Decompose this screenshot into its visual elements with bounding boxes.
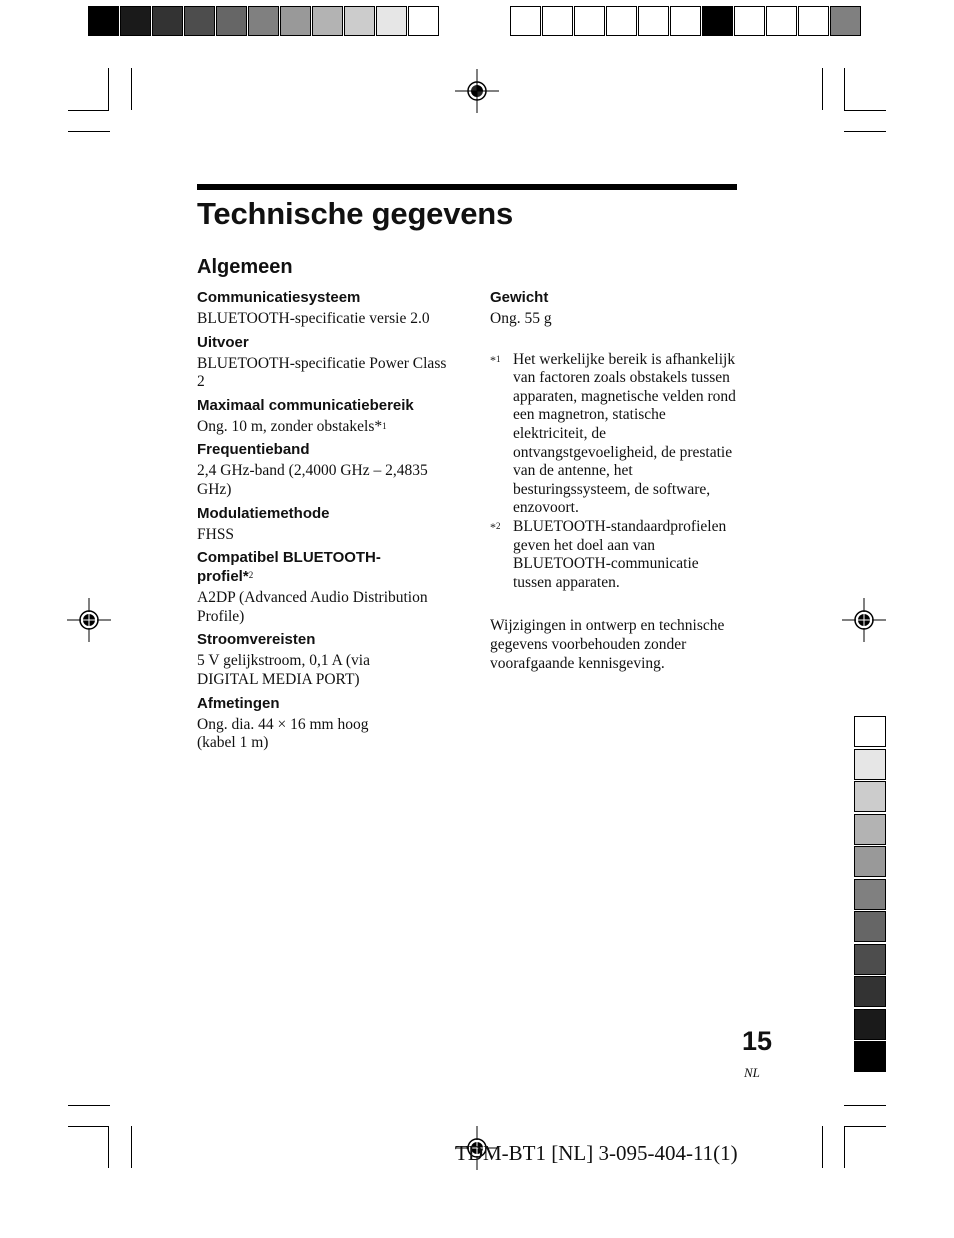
footnote [490,351,740,518]
color-swatch [798,6,829,36]
spec-value: 5 V gelijkstroom, 0,1 A (via DIGITAL MEDIA PORT) [197,652,370,688]
color-bar-side [854,716,886,1074]
color-swatch [606,6,637,36]
spec-frequentieband [197,440,447,499]
color-swatch [280,6,311,36]
color-swatch [670,6,701,36]
color-swatch [854,944,886,975]
spec-label: Communicatiesysteem [197,289,361,306]
page-title: Technische gegevens [197,196,514,231]
spec-value: A2DP (Advanced Audio Distribution Profile) [197,589,428,625]
registration-mark-left [67,598,111,642]
color-swatch [408,6,439,36]
spec-afmetingen [197,694,447,753]
spec-value [197,418,447,437]
color-bar-top-left [88,6,440,38]
spec-bereik [197,396,447,437]
color-swatch [248,6,279,36]
color-bar-top-right [510,6,862,38]
spec-label-text: Compatibel BLUETOOTH-profiel* [197,549,381,586]
spec-label: Modulatiemethode [197,504,330,522]
footnote-number: 2 [496,520,501,531]
spec-label: Afmetingen [197,694,280,712]
color-swatch [638,6,669,36]
color-swatch [854,879,886,910]
footnote [490,518,740,592]
color-swatch [854,1041,886,1072]
spec-value [197,716,447,753]
footnote-text: Het werkelijke bereik is afhankelijk van factoren zoals obstakels tussen apparaten, magnetische velden rond een magnetron, statische elektriciteit, de ontvangstgevoeligheid, de prestatie van de antenne, het besturingssysteem, de software, enzovoort. [513,350,736,517]
disclaimer: Wijzigingen in ontwerp en technische gegevens voorbehouden zonder voorafgaande kennisgeving. [490,617,725,672]
registration-mark-top [455,69,499,113]
spec-label: Stroomvereisten [197,631,316,649]
title-rule [197,184,737,190]
color-swatch [152,6,183,36]
page-language: NL [744,1065,760,1080]
footnotes [490,351,740,593]
color-swatch [854,814,886,845]
color-swatch [734,6,765,36]
registration-mark-right [842,598,886,642]
color-swatch [312,6,343,36]
spec-label [197,548,412,586]
spec-communicatiesysteem [197,288,447,329]
color-swatch [854,749,886,780]
specs-left-column [197,287,447,757]
specs-right-column [490,287,740,673]
color-swatch [574,6,605,36]
spec-profiel [197,548,447,626]
spec-gewicht [490,288,740,329]
footnote-number: 1 [496,353,501,364]
spec-value: BLUETOOTH-specificatie Power Class 2 [197,354,447,391]
section-heading: Algemeen [197,256,293,278]
footnote-mark: *$^2$ [490,519,501,534]
footnote-ref: 1 [382,420,387,431]
color-swatch [216,6,247,36]
spec-value-line: Ong. dia. 44 × 16 mm hoog [197,715,369,733]
spec-modulatiemethode [197,504,447,545]
color-swatch [830,6,861,36]
spec-uitvoer [197,333,447,392]
color-swatch [766,6,797,36]
color-swatch [854,911,886,942]
color-swatch [88,6,119,36]
color-swatch [184,6,215,36]
spec-label: Gewicht [490,289,549,306]
color-swatch [854,846,886,877]
spec-stroomvereisten [197,630,447,689]
color-swatch [854,976,886,1007]
document-code: TDM-BT1 [NL] 3-095-404-11(1) [455,1141,738,1165]
color-swatch [854,781,886,812]
color-swatch [854,716,886,747]
spec-label: Frequentieband [197,441,310,459]
color-swatch [120,6,151,36]
spec-value-line: (kabel 1 m) [197,734,269,752]
spec-value: BLUETOOTH-specificatie versie 2.0 [197,310,430,327]
color-swatch [510,6,541,36]
spec-value: FHSS [197,525,235,543]
spec-value-text: Ong. 10 m, zonder obstakels* [197,417,383,435]
spec-label: Maximaal communicatiebereik [197,396,414,414]
footnote-mark: *$^1$ [490,352,501,367]
spec-label: Uitvoer [197,333,249,351]
spec-value: 2,4 GHz-band (2,4000 GHz – 2,4835 GHz) [197,462,428,498]
color-swatch [702,6,733,36]
color-swatch [542,6,573,36]
color-swatch [854,1009,886,1040]
color-swatch [344,6,375,36]
footnote-ref: 2 [248,570,254,581]
spec-value: Ong. 55 g [490,310,552,327]
footnote-text: BLUETOOTH-standaardprofielen geven het doel aan van BLUETOOTH-communicatie tussen apparaten. [513,517,727,591]
page-number: 15 [742,1026,773,1056]
color-swatch [376,6,407,36]
